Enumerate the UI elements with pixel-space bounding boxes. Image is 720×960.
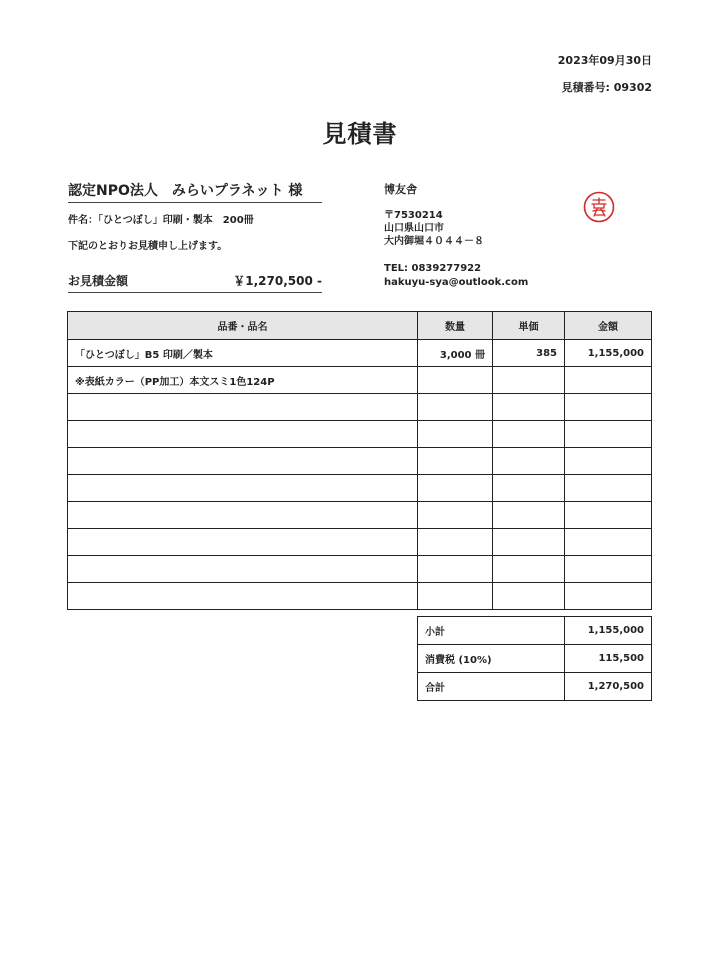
subject-line: 件名：「ひとつぼし」印刷・製本 200冊 — [68, 215, 254, 226]
row-amount — [565, 421, 652, 448]
row-quantity — [418, 448, 493, 475]
subtotal-value: 1,155,000 — [565, 617, 652, 645]
row-unit-price — [493, 583, 565, 610]
row-item-name — [68, 529, 418, 556]
row-item-name — [68, 502, 418, 529]
issuer-email: hakuyu-sya@outlook.com — [384, 277, 529, 288]
header-unit-price: 単価 — [493, 312, 565, 340]
total-row — [418, 673, 652, 701]
table-row — [68, 340, 652, 367]
header-amount: 金額 — [565, 312, 652, 340]
table-row — [68, 556, 652, 583]
row-quantity: 3,000 冊 — [418, 340, 493, 367]
company-seal-icon — [583, 191, 615, 223]
tax-row — [418, 645, 652, 673]
row-item-name — [68, 448, 418, 475]
issue-date: 2023年09月30日 — [557, 54, 652, 67]
subtotal-label: 小計 — [418, 617, 565, 645]
row-amount — [565, 394, 652, 421]
greeting-text: 下記のとおりお見積申し上げます。 — [68, 241, 228, 252]
row-item-name: ※表紙カラー（PP加工）本文スミ1色124P — [68, 367, 418, 394]
row-amount — [565, 529, 652, 556]
issuer-address — [384, 209, 484, 248]
issuer-tel: TEL: 0839277922 — [384, 263, 482, 274]
totals-table — [417, 616, 652, 701]
row-quantity — [418, 367, 493, 394]
row-item-name — [68, 421, 418, 448]
tax-label: 消費税 (10%) — [418, 645, 565, 673]
row-quantity — [418, 475, 493, 502]
issuer-address-line2: 大内御堀４０４４－８ — [384, 236, 484, 247]
row-quantity — [418, 421, 493, 448]
estimate-amount-value: ￥1,270,500 - — [233, 274, 322, 288]
row-item-name: 「ひとつぼし」B5 印刷／製本 — [68, 340, 418, 367]
row-quantity — [418, 556, 493, 583]
issuer-name: 博友舎 — [384, 183, 417, 196]
tax-value: 115,500 — [565, 645, 652, 673]
row-unit-price — [493, 367, 565, 394]
table-row — [68, 421, 652, 448]
row-unit-price — [493, 394, 565, 421]
subtotal-row — [418, 617, 652, 645]
row-item-name — [68, 583, 418, 610]
table-row — [68, 475, 652, 502]
client-name: 認定NPO法人 みらいプラネット 様 — [68, 180, 322, 203]
document-title: 見積書 — [322, 120, 398, 148]
row-item-name — [68, 394, 418, 421]
row-amount — [565, 448, 652, 475]
row-amount — [565, 475, 652, 502]
row-quantity — [418, 394, 493, 421]
issuer-postal: 〒7530214 — [384, 210, 443, 221]
row-amount — [565, 583, 652, 610]
row-amount — [565, 556, 652, 583]
row-quantity — [418, 529, 493, 556]
total-value: 1,270,500 — [565, 673, 652, 701]
row-unit-price — [493, 502, 565, 529]
row-item-name — [68, 475, 418, 502]
table-row — [68, 583, 652, 610]
row-amount — [565, 502, 652, 529]
table-row — [68, 394, 652, 421]
estimate-number: 見積番号: 09302 — [561, 81, 652, 94]
header-quantity: 数量 — [418, 312, 493, 340]
issuer-contact — [384, 262, 528, 290]
row-unit-price — [493, 556, 565, 583]
header-item-name: 品番・品名 — [68, 312, 418, 340]
table-header-row — [68, 312, 652, 340]
row-amount — [565, 367, 652, 394]
table-row — [68, 502, 652, 529]
row-item-name — [68, 556, 418, 583]
row-unit-price — [493, 529, 565, 556]
total-label: 合計 — [418, 673, 565, 701]
row-unit-price — [493, 448, 565, 475]
row-quantity — [418, 583, 493, 610]
table-row — [68, 529, 652, 556]
items-table — [67, 311, 652, 610]
estimate-amount-label: お見積金額 — [68, 274, 129, 288]
table-row — [68, 448, 652, 475]
row-unit-price — [493, 421, 565, 448]
table-row — [68, 367, 652, 394]
row-amount: 1,155,000 — [565, 340, 652, 367]
issuer-address-line1: 山口県山口市 — [384, 223, 444, 234]
row-unit-price — [493, 475, 565, 502]
row-quantity — [418, 502, 493, 529]
row-unit-price: 385 — [493, 340, 565, 367]
estimate-amount-row — [68, 272, 322, 293]
